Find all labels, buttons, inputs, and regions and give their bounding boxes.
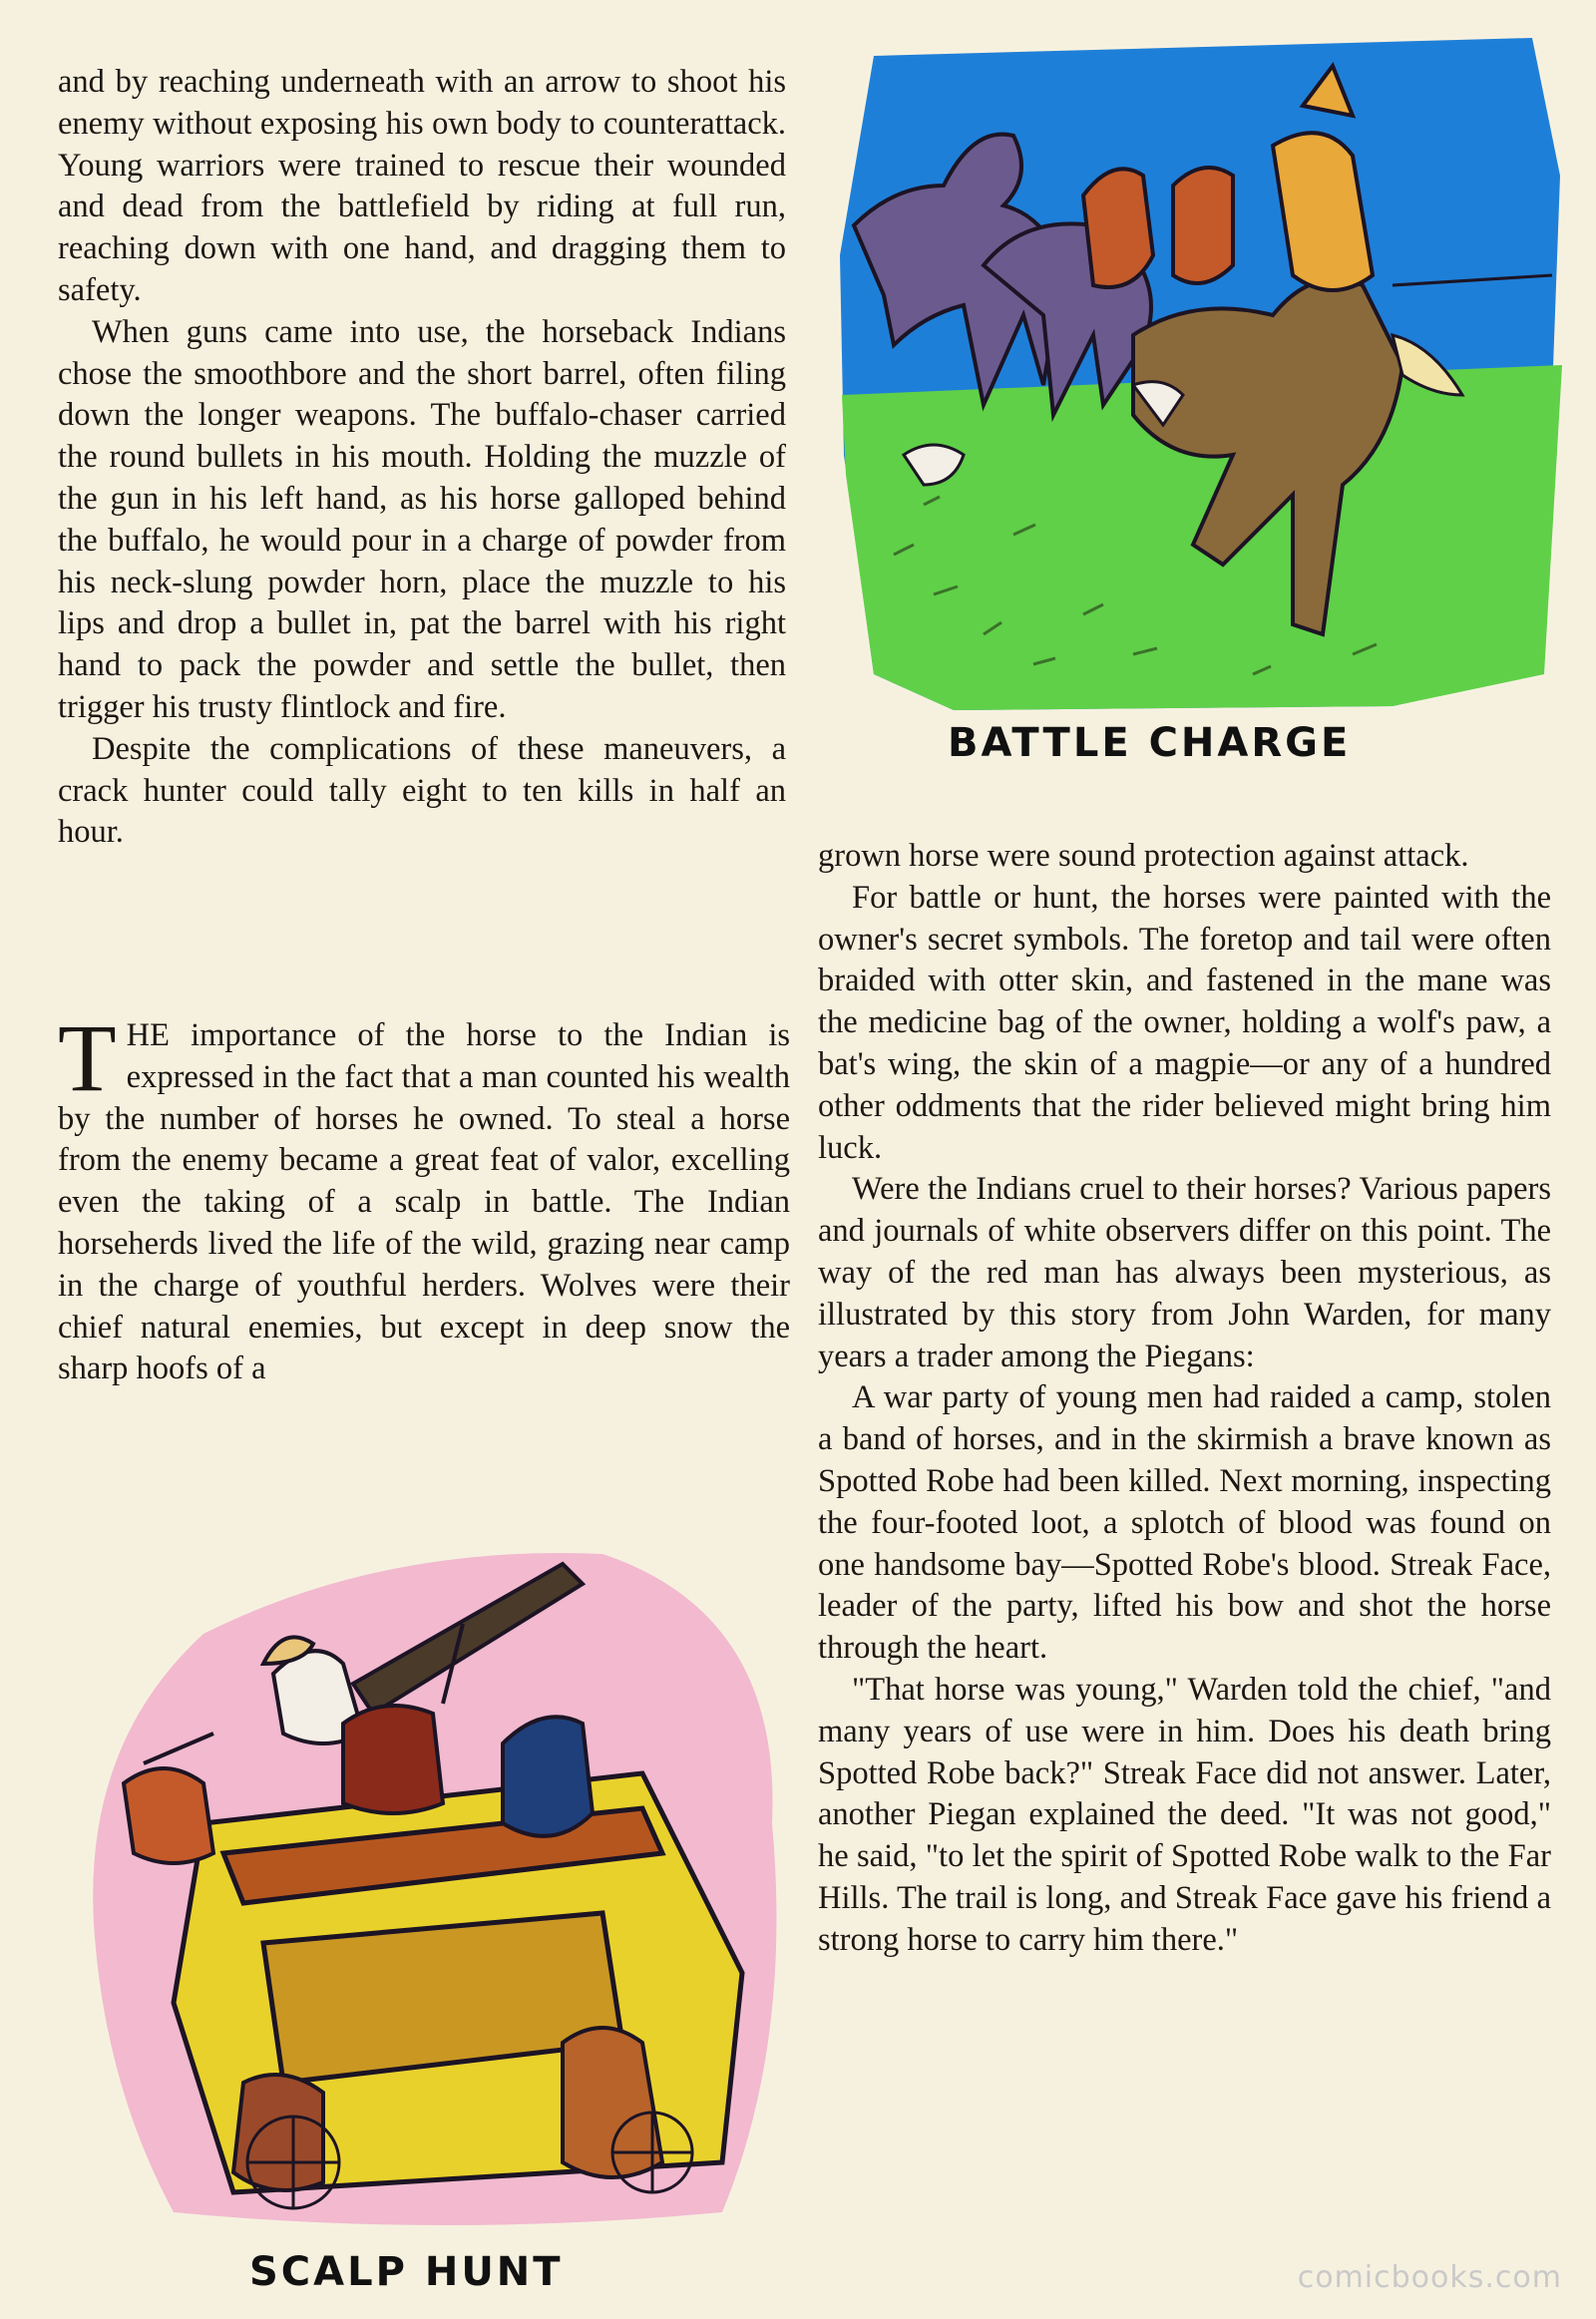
paragraph: and by reaching underneath with an arrow to shoot his enemy without exposing his own body to counterattack. Young warriors were trained to rescue their wounded and dead from the battlefield by riding at full run, reaching down with one hand, and dragging them to safety.	[58, 64, 786, 308]
paragraph: Despite the complications of these maneuvers, a crack hunter could tally eight to ten kills in half an hour.	[58, 730, 786, 851]
caption-battle-charge: BATTLE CHARGE	[948, 720, 1352, 766]
left-column-top	[58, 62, 786, 854]
scalp-hunt-illustration	[84, 1524, 802, 2238]
left-column-mid	[58, 1004, 790, 1390]
paragraph: For battle or hunt, the horses were painted with the owner's secret symbols. The foretop and tail were often braided with otter skin, and fastened in the mane was the medicine bag of the owner, holding a wolf's paw, a bat's wing, the skin of a magpie—or any of a hundred other oddments that the rider believed might bring him luck.	[818, 879, 1551, 1166]
paragraph: "That horse was young," Warden told the chief, "and many years of use were in him. Does his death bring Spotted Robe back?" Streak Face did not answer. Later, another Piegan explained the deed. "It was not good," he said, "to let the spirit of Spotted Robe walk to the Far Hills. The trail is long, and Streak Face gave his friend a strong horse to carry him there."	[818, 1671, 1551, 1958]
paragraph: When guns came into use, the horseback Indians chose the smoothbore and the short barrel, often filing down the longer weapons. The buffalo-chaser carried the round bullets in his mouth. Holding the muzzle of the gun in his left hand, as his horse galloped behind the buffalo, he would pour in a charge of powder from his neck-slung powder horn, place the muzzle to his lips and drop a bullet in, pat the barrel with his right hand to pack the powder and settle the bullet, then trigger his trusty flintlock and fire.	[58, 313, 786, 725]
paragraph: A war party of young men had raided a camp, stolen a band of horses, and in the skirmish a brave known as Spotted Robe had been killed. Next morning, inspecting the four-footed loot, a splotch of blood was found on one handsome bay—Spotted Robe's blood. Streak Face, leader of the party, lifted his bow and shot the horse through the heart.	[818, 1379, 1551, 1667]
right-column	[818, 836, 1551, 1962]
paragraph-text: HE importance of the horse to the Indian is expressed in the fact that a man counted his wealth by the number of horses he owned. To steal a horse from the enemy became a great feat of valor, excelling even the taking of a scalp in battle. The Indian horseherds lived the life of the wild, grazing near camp in the charge of youthful herders. Wolves were their chief natural enemies, but except in deep snow the sharp hoofs of a	[58, 1017, 790, 1387]
paragraph: Were the Indians cruel to their horses? Various papers and journals of white observers differ on this point. The way of the red man has always been mysterious, as illustrated by this story from John Warden, for many years a trader among the Piegans:	[818, 1171, 1551, 1374]
drop-cap: T	[58, 1004, 117, 1111]
caption-scalp-hunt: SCALP HUNT	[249, 2249, 564, 2295]
battle-charge-illustration	[834, 36, 1566, 714]
watermark: comicbooks.com	[1297, 2260, 1562, 2295]
paragraph	[58, 1004, 790, 1390]
paragraph: grown horse were sound protection against attack.	[818, 838, 1469, 874]
